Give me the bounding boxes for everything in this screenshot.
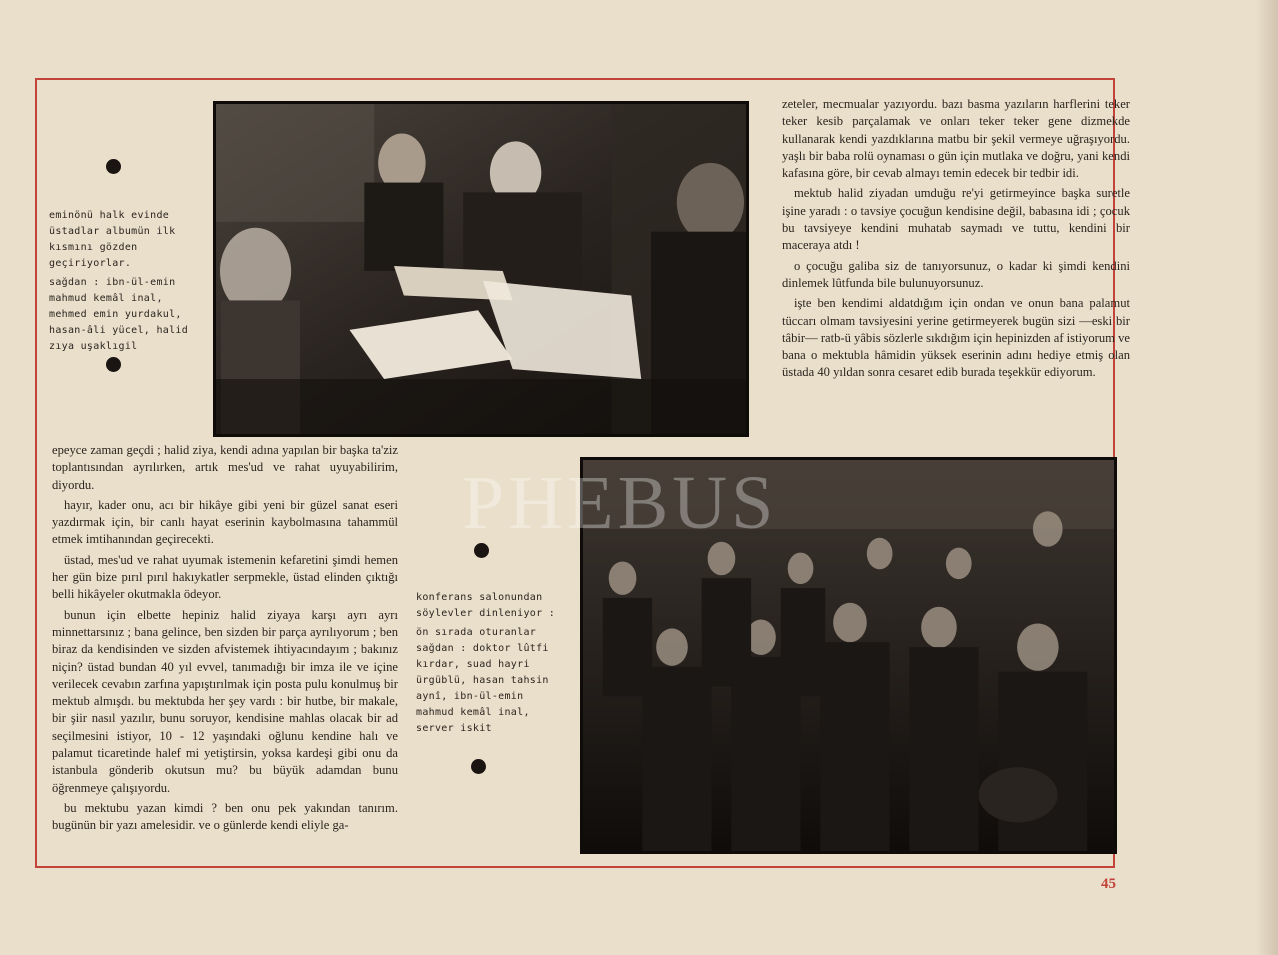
paragraph: hayır, kader onu, acı bir hikâye gibi yeni bir güzel sanat eseri yazdırmak için, bir canlı hayat eserinin kaybolmasına tahammül etmek imtihanından geçirecekti. — [52, 497, 398, 547]
caption-bottom-photo — [416, 590, 566, 740]
caption-top-line1: eminönü halk evinde üstadlar albumün ilk kısmını gözden geçiriyorlar. — [49, 210, 176, 269]
paragraph: epeyce zaman geçdi ; halid ziya, kendi adına yapılan bir başka ta'ziz toplantısından ayrılırken, artık mes'ud ve rahat uyuyabilirim, diyordu. — [52, 443, 398, 492]
paragraph: işte ben kendimi aldatdığım için ondan ve onun bana palamut tüccarı olmam tavsiyesini yerine getirmeyerek bugün sizi —eski bir tâbir— ratb-ü yâbis sözlerle sıkdığım için hepinizden af istiyorum ve bana o mektubla hâmidin yüksek eserinin adını hediye etmiş olan üstada 40 yıldan sonra cesaret edib burada teşekkür ediyorum. — [782, 296, 1130, 380]
paragraph: bu mektubu yazan kimdi ? ben onu pek yakından tanırım. bugünün bir yazı amelesidir. ve o günlerde kendi eliyle ga- — [52, 800, 398, 833]
page-edge-shadow — [1256, 0, 1278, 955]
page-number: 45 — [1101, 876, 1116, 892]
watermark: PHEBUS — [462, 461, 778, 545]
paragraph: üstad, mes'ud ve rahat uyumak istemenin kefaretini şimdi hemen her gün bize pırıl pırıl hakıykatler serpmekle, üstad elinden çıktığı belli hikâyeler okutmakla ödeyor. — [52, 552, 398, 602]
caption-bottom-line2: ön sırada oturanlar sağdan : doktor lûtfi kırdar, suad hayri ürgüblü, hasan tahsin aynî, ibn-ül-emin mahmud kemâl inal, server iskit — [416, 627, 549, 734]
bullet-dot — [471, 759, 486, 774]
caption-top-line2: sağdan : ibn-ül-emin mahmud kemâl inal, mehmed emin yurdakul, hasan-âli yücel, halid zıya uşaklıgil — [49, 277, 189, 352]
paragraph: mektub halid ziyadan umduğu re'yi getirmeyince başka suretle işine yaradı : o tavsiye çocuğun kendisine değil, babasına idi ; çocuk bu tavsiyeye kendini muhatab saymadı ve tuttu, kendini bir maceraya atdı ! — [782, 186, 1130, 253]
right-text-column — [782, 96, 1130, 382]
photo-album-meeting — [213, 101, 749, 437]
paragraph: o çocuğu galiba siz de tanıyorsunuz, o kadar ki şimdi kendini dinlemek lûtfunda bile bulunuyorsunuz. — [782, 258, 1130, 290]
photo-album-meeting-image — [216, 104, 746, 434]
bullet-dot — [106, 159, 121, 174]
left-text-column — [52, 442, 398, 835]
bullet-dot — [106, 357, 121, 372]
caption-top-photo — [49, 208, 189, 358]
paragraph: bunun için elbette hepiniz halid ziyaya karşı ayrı ayrı minnettarsınız ; bana gelince, ben sizden bir parça ayrılıyorum ; ben biraz da kendisinden ve sizden afvistemek ihtiyacındayım ; bakınız niçin? üstad bundan 40 yıl evvel, tanımadığı bir imza ile ve içine verilecek cevabın zarfına yapıştırılmak için posta pulu konulmuş bir mektub almışdı. bu mektubda her şey vardı : bir hutbe, bir makale, bir şiir nasıl yazılır, bunu soruyor, kendisine mahlas olacak bir ad seçilmesini istiyor, 10 - 12 yaşındaki oğlunu kendine halı ve palamut ticaretinde halef mi yetiştirsin, yoksa kardeşi gibi onu da istanbula gönderib okutsun mu? bu büyük adamdan bunu öğrenmeye çalışıyordu. — [52, 607, 398, 795]
caption-bottom-line1: konferans salonundan söylevler dinleniyor : — [416, 592, 556, 619]
paragraph: zeteler, mecmualar yazıyordu. bazı basma yazıların harflerini teker teker kesib parçalamak ve onları teker teker gene dizmekde kullanarak kendi yazdıklarına matbu bir şekil vermeye uğraşıyordu. yaşlı bir baba rolü oynaması o gün için mutlaka ve doğru, yani kendi kafasına göre, bir cevab almayı temin edecek bir tedbir idi. — [782, 97, 1130, 181]
